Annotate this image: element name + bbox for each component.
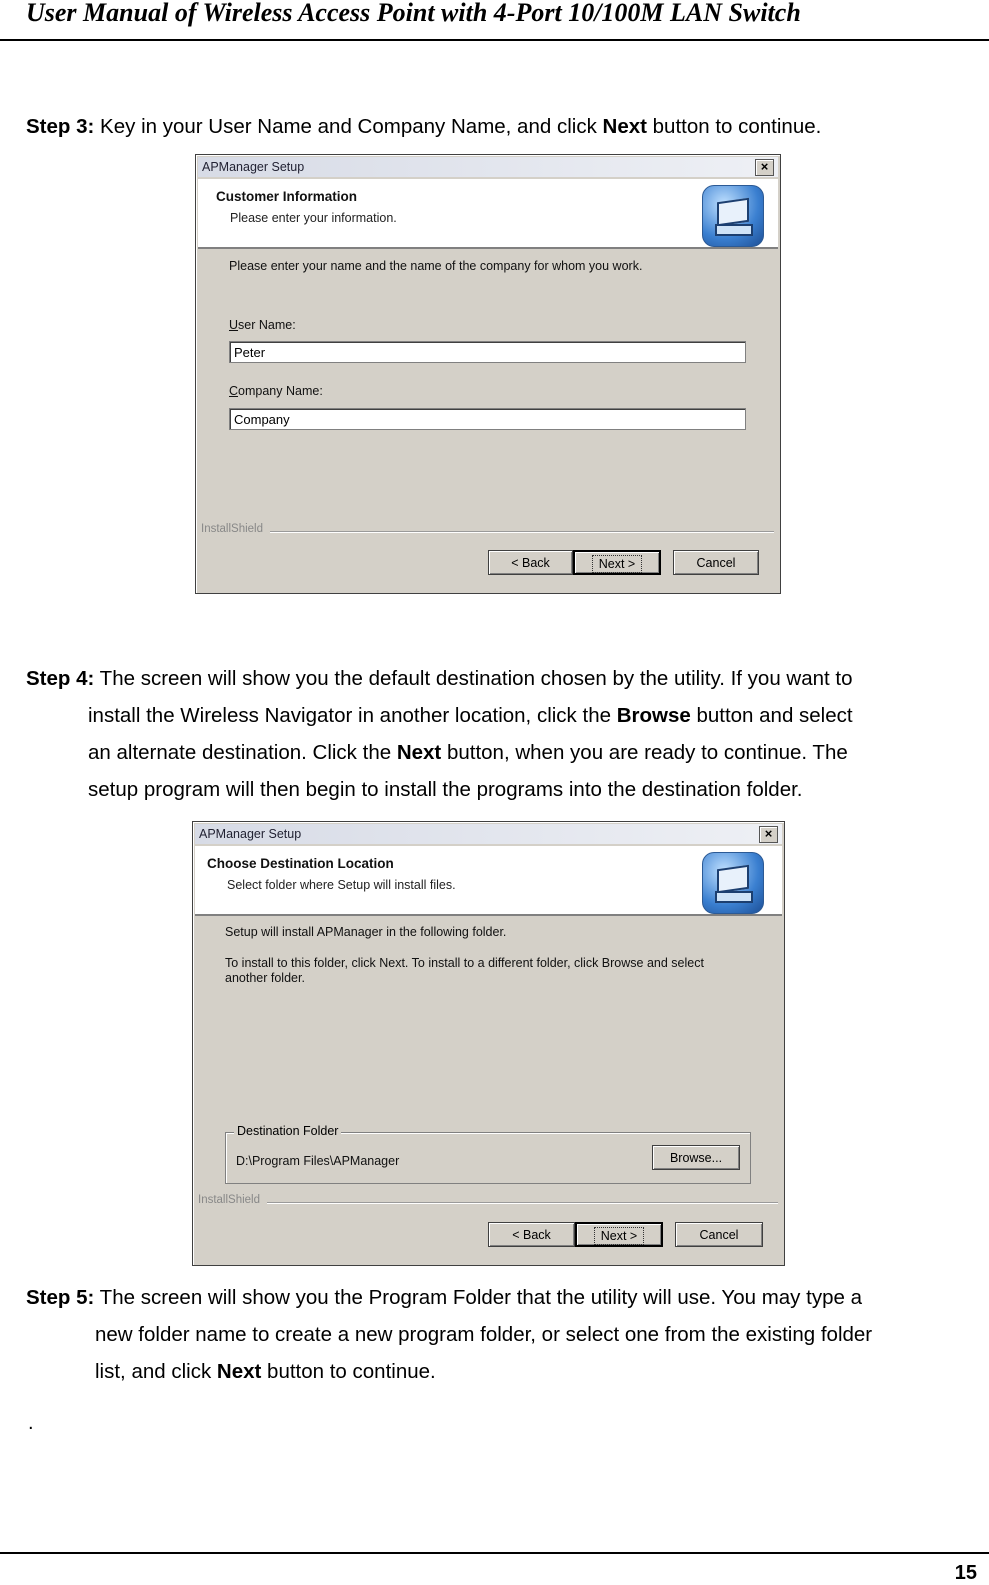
dialog-subheading: Select folder where Setup will install files. [227,878,456,892]
close-button[interactable]: × [755,159,774,176]
setup-computer-icon [702,852,764,914]
browse-button[interactable]: Browse... [652,1145,740,1170]
step3-text: Key in your User Name and Company Name, and click [94,115,603,138]
cancel-button[interactable]: Cancel [673,550,759,575]
installshield-label: InstallShield [198,1194,261,1206]
step5-paragraph [26,1279,952,1390]
step5-line-2: new folder name to create a new program folder, or select one from the existing folder [95,1323,873,1346]
dialog-heading: Choose Destination Location [207,856,394,871]
step3-next-word: Next [602,115,647,138]
install-info-line: Setup will install APManager in the following folder. [225,925,507,939]
company-name-input[interactable]: Company [229,408,746,430]
install-instructions-line: To install to this folder, click Next. To install to a different folder, click Browse and select [225,956,704,970]
step5-line-3: list, and click Next button to continue. [95,1360,436,1383]
destination-folder-group [225,1124,751,1184]
dialog-heading: Customer Information [216,189,358,204]
setup-computer-icon [702,185,764,247]
page-number: 15 [954,1562,977,1584]
dialog-banner [195,846,782,916]
destination-folder-label: Destination Folder [234,1124,341,1138]
installshield-label: InstallShield [201,523,264,535]
back-button[interactable]: < Back [488,550,573,575]
step4-label: Step 4: [26,667,95,690]
user-name-label: User Name: [229,318,296,332]
next-button[interactable]: Next > [575,1222,663,1247]
destination-folder-path: D:\Program Files\APManager [236,1154,400,1168]
installshield-divider [267,1202,778,1204]
step3-label: Step 3: [26,115,95,138]
document-header-title: User Manual of Wireless Access Point with 4-Port 10/100M LAN Switch [26,0,801,27]
install-instructions-line-2: another folder. [225,971,305,985]
step3-paragraph [26,108,956,145]
header-rule [0,39,989,41]
step3-text-end: button to continue. [646,115,822,138]
customer-information-dialog [195,154,781,594]
dialog-prompt: Please enter your name and the name of the company for whom you work. [229,259,643,273]
dialog-title-bar [195,824,782,844]
back-button[interactable]: < Back [488,1222,575,1247]
close-button[interactable]: × [759,826,778,843]
dialog-title-bar [198,157,778,177]
step4-line-2: install the Wireless Navigator in another location, click the Browse button and select [88,704,853,727]
next-button[interactable]: Next > [573,550,661,575]
step5-line-1: Step 5: The screen will show you the Program Folder that the utility will use. You may type a [26,1286,862,1309]
step5-label: Step 5: [26,1286,95,1309]
user-name-input[interactable]: Peter [229,341,746,363]
step4-line-3: an alternate destination. Click the Next button, when you are ready to continue. The [88,741,848,764]
step4-line-1: Step 4: The screen will show you the default destination chosen by the utility. If you want to [26,667,853,690]
dialog-subheading: Please enter your information. [230,211,397,225]
cancel-button[interactable]: Cancel [675,1222,763,1247]
stray-period: . [28,1412,34,1434]
company-name-label: Company Name: [229,384,323,398]
footer-rule [0,1552,989,1554]
step4-paragraph [26,660,952,808]
dialog-title: APManager Setup [202,160,305,174]
installshield-divider [270,531,774,533]
choose-destination-dialog [192,821,785,1266]
dialog-banner [198,179,778,249]
step4-line-4: setup program will then begin to install the programs into the destination folder. [88,778,803,801]
dialog-title: APManager Setup [199,827,302,841]
